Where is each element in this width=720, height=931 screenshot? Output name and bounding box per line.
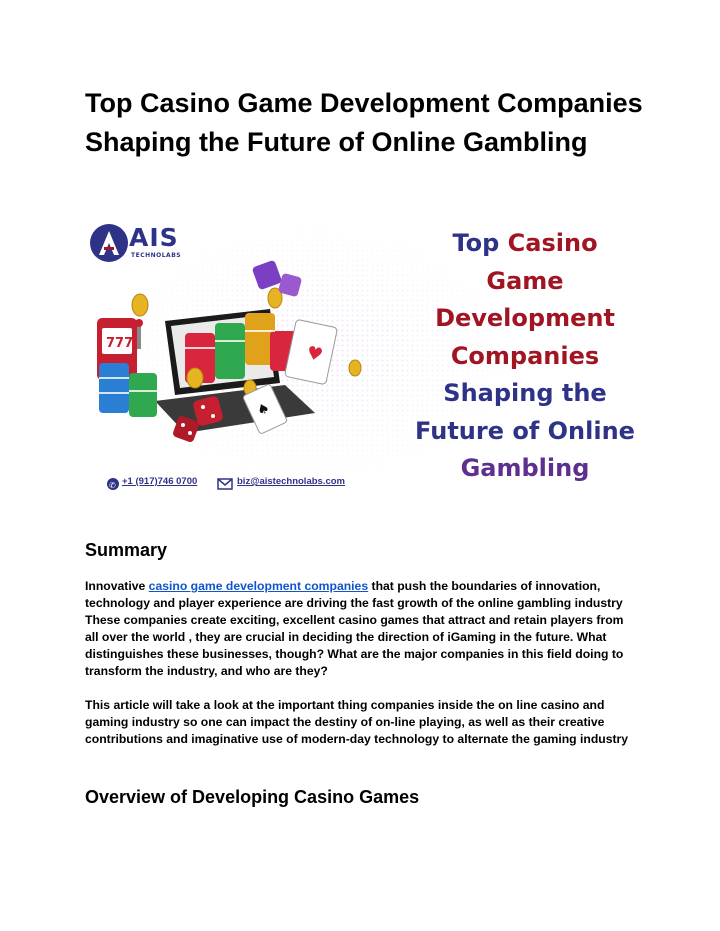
svg-text:✆: ✆: [109, 481, 116, 490]
p1-text-after: that push the boundaries of innovation, technology and player experience are driving the fast growth of the online gambling industry These companies create exciting, excellent casino games that attract and retain players from all over the world , they are crucial in deciding the direction of iGaming in the future. What distinguishes these businesses, though? What are the major companies in this field doing to transform the industry, and who are they?: [85, 579, 624, 678]
svg-text:♠: ♠: [254, 399, 273, 420]
summary-paragraph-1: [85, 578, 638, 680]
headline-line-companies: Companies: [450, 341, 600, 370]
phone-icon: [107, 478, 119, 490]
ais-logo-icon: [90, 224, 128, 262]
svg-text:♥: ♥: [304, 342, 325, 367]
headline-line-gambling: Gambling: [460, 454, 590, 482]
headline-line-game: Game: [486, 266, 564, 295]
logo-name: AIS: [129, 223, 179, 252]
summary-paragraph-2: This article will take a look at the important thing companies inside the on line casino and gaming industry so one can impact the destiny of on-line playing, as well as their creative contributions and imaginative use of modern-day technology to alternate the gaming industry: [85, 698, 629, 746]
banner-image: [85, 213, 638, 499]
banner-headline: [407, 225, 638, 488]
headline-line-shaping: Shaping the: [443, 379, 607, 407]
logo-subtitle: TECHNOLABS: [131, 252, 182, 259]
headline-word-top: Top: [452, 229, 500, 257]
headline-word-casino: Casino: [507, 229, 598, 257]
p1-text-before: Innovative: [85, 579, 149, 593]
headline-line-development: Development: [435, 304, 615, 332]
document-title: Top Casino Game Development Companies Shaping the Future of Online Gambling: [85, 88, 643, 157]
contact-email: biz@aistechnolabs.com: [237, 476, 345, 487]
headline-line-future: Future of Online: [415, 416, 635, 445]
overview-heading: Overview of Developing Casino Games: [85, 787, 420, 807]
casino-game-development-link[interactable]: casino game development companies: [148, 579, 369, 593]
svg-text:777: 777: [106, 336, 134, 351]
summary-heading: Summary: [85, 540, 168, 560]
contact-phone: +1 (917)746 0700: [122, 476, 198, 487]
